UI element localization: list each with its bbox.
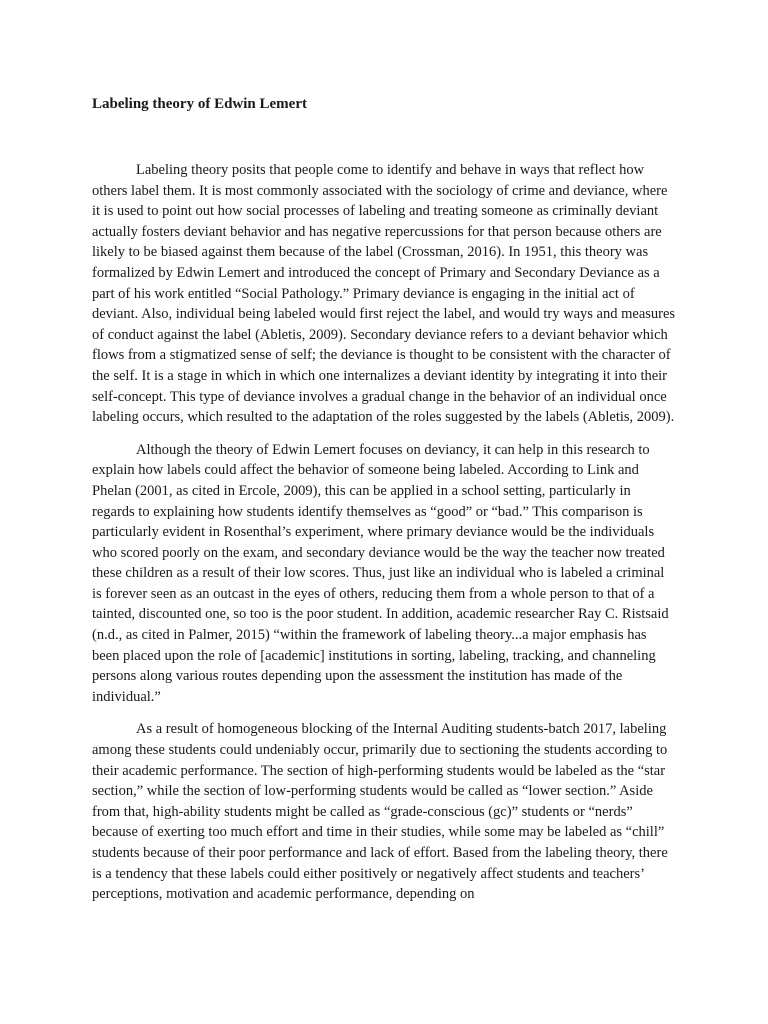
paragraph-primary-secondary-deviance: Labeling theory posits that people come to identify and behave in ways that reflect how others label them. It is most commonly associated with the sociology of crime and deviance, where it is used to point out how social processes of labeling and treating someone as criminally deviant actually fosters deviant behavior and has negative repercussions for that person because others are likely to be biased against them because of the label (Crossman, 2016). In 1951, this theory was formalized by Edwin Lemert and introduced the concept of Primary and Secondary Deviance as a part of his work entitled “Social Pathology.” Primary deviance is engaging in the initial act of deviant. Also, individual being labeled would first reject the label, and would try ways and measures of conduct against the label (Abletis, 2009). Secondary deviance refers to a deviant behavior which flows from a stigmatized sense of self; the deviance is thought to be consistent with the character of the self. It is a stage in which in which one internalizes a deviant identity by integrating it into their self-concept. This type of deviance involves a gradual change in the behavior of an individual once labeling occurs, which resulted to the adaptation of the roles suggested by the labels (Abletis, 2009). bbox=[92, 162, 676, 426]
document-title: Labeling theory of Edwin Lemert bbox=[92, 96, 307, 112]
document-body bbox=[92, 160, 677, 917]
paragraph-homogeneous-blocking: As a result of homogeneous blocking of the Internal Auditing students-batch 2017, labeling among these students could undeniably occur, primarily due to sectioning the students according to their academic performance. The section of high-performing students would be labeled as the “star section,” while the section of low-performing students would be called as “lower section.” Aside from that, high-ability students might be called as “grade-conscious (gc)” students or “nerds” because of exerting too much effort and time in their studies, while some may be labeled as “chill” students because of their poor performance and lack of effort. Based from the labeling theory, there is a tendency that these labels could either positively or negatively affect students and teachers’ perceptions, motivation and academic performance, depending on bbox=[92, 721, 668, 903]
paragraph-school-setting: Although the theory of Edwin Lemert focuses on deviancy, it can help in this research to explain how labels could affect the behavior of someone being labeled. According to Link and Phelan (2001, as cited in Ercole, 2009), this can be applied in a school setting, particularly in regards to explaining how students identify themselves as “good” or “bad.” This comparison is particularly evident in Rosenthal’s experiment, where primary deviance would be the individuals who scored poorly on the exam, and secondary deviance would be the way the teacher now treated these children as a result of their low scores. Thus, just like an individual who is labeled a criminal is forever seen as an outcast in the eyes of others, reducing them from a whole person to that of a tainted, discounted one, so too is the poor student. In addition, academic researcher Ray C. Ristsaid (n.d., as cited in Palmer, 2015) “within the framework of labeling theory...a major emphasis has been placed upon the role of [academic] institutions in sorting, labeling, tracking, and channeling persons along various routes depending upon the assessment the institution has made of the individual.” bbox=[92, 441, 669, 705]
